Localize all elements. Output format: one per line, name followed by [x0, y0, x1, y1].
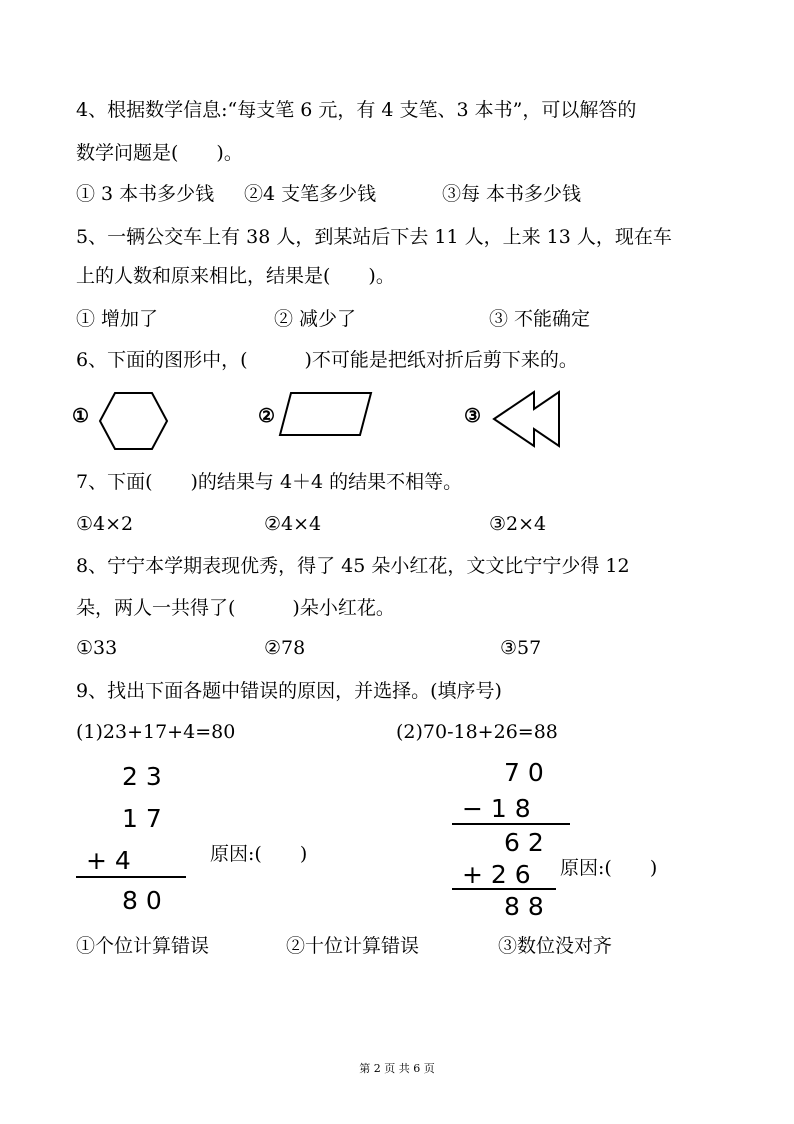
q4-text-line1: 4、根据数学信息:“每支笔 6 元，有 4 支笔、3 本书”，可以解答的 — [76, 99, 637, 121]
calc1-row-4: 8 0 — [122, 886, 162, 915]
calc2-row-3: 6 2 — [504, 828, 544, 857]
q9-option-1: ①个位计算错误 — [76, 935, 210, 957]
hexagon-figure — [96, 390, 170, 452]
q7-option-3: ③2×4 — [489, 513, 547, 535]
q8-option-2: ②78 — [264, 637, 306, 659]
q5-option-3: ③ 不能确定 — [489, 308, 591, 330]
page-footer: 第 2 页 共 6 页 — [359, 1062, 435, 1075]
q9-sub2-reason: 原因:( ) — [560, 857, 658, 879]
q7-option-1: ①4×2 — [76, 513, 134, 535]
q9-sub2-equation: (2)70-18+26=88 — [396, 721, 558, 743]
calc1-divider — [76, 876, 186, 878]
q9-option-3: ③数位没对齐 — [498, 935, 613, 957]
q4-option-1: ① 3 本书多少钱 — [76, 183, 215, 205]
q7-text-line1: 7、下面( )的结果与 4＋4 的结果不相等。 — [76, 471, 463, 493]
q5-text-line2: 上的人数和原来相比，结果是( )。 — [76, 265, 395, 287]
q7-option-2: ②4×4 — [264, 513, 322, 535]
q8-text-line2: 朵，两人一共得了( )朵小红花。 — [76, 597, 395, 619]
q6-figure-label-1: ① — [72, 405, 90, 427]
q9-option-2: ②十位计算错误 — [286, 935, 420, 957]
q6-text-line1: 6、下面的图形中，( )不可能是把纸对折后剪下来的。 — [76, 349, 578, 371]
calc1-row-2: 1 7 — [122, 804, 162, 833]
double-arrow-figure — [490, 388, 564, 450]
q9-text-line1: 9、找出下面各题中错误的原因，并选择。(填序号) — [76, 680, 502, 702]
calc2-row-4: + 2 6 — [462, 860, 531, 889]
q5-option-2: ② 减少了 — [274, 308, 357, 330]
calc1-row-1: 2 3 — [122, 762, 162, 791]
q9-sub1-equation: (1)23+17+4=80 — [76, 721, 236, 743]
q4-option-3: ③每 本书多少钱 — [442, 183, 582, 205]
q4-text-line2: 数学问题是( )。 — [76, 142, 243, 164]
calc2-row-2: − 1 8 — [462, 794, 531, 823]
q4-option-2: ②4 支笔多少钱 — [244, 183, 377, 205]
q6-figure-label-3: ③ — [464, 405, 482, 427]
parallelogram-figure — [278, 390, 374, 438]
calc2-row-1: 7 0 — [504, 758, 544, 787]
calc2-row-5: 8 8 — [504, 892, 544, 921]
q5-option-1: ① 增加了 — [76, 308, 159, 330]
q8-option-3: ③57 — [500, 637, 542, 659]
q9-sub1-reason: 原因:( ) — [210, 843, 308, 865]
calc1-row-3: + 4 — [86, 846, 131, 875]
calc2-divider-1 — [452, 823, 570, 825]
q8-option-1: ①33 — [76, 637, 118, 659]
calc2-divider-2 — [452, 888, 556, 890]
q8-text-line1: 8、宁宁本学期表现优秀，得了 45 朵小红花，文文比宁宁少得 12 — [76, 555, 630, 577]
q5-text-line1: 5、一辆公交车上有 38 人，到某站后下去 11 人，上来 13 人，现在车 — [76, 226, 672, 248]
q6-figure-label-2: ② — [258, 405, 276, 427]
